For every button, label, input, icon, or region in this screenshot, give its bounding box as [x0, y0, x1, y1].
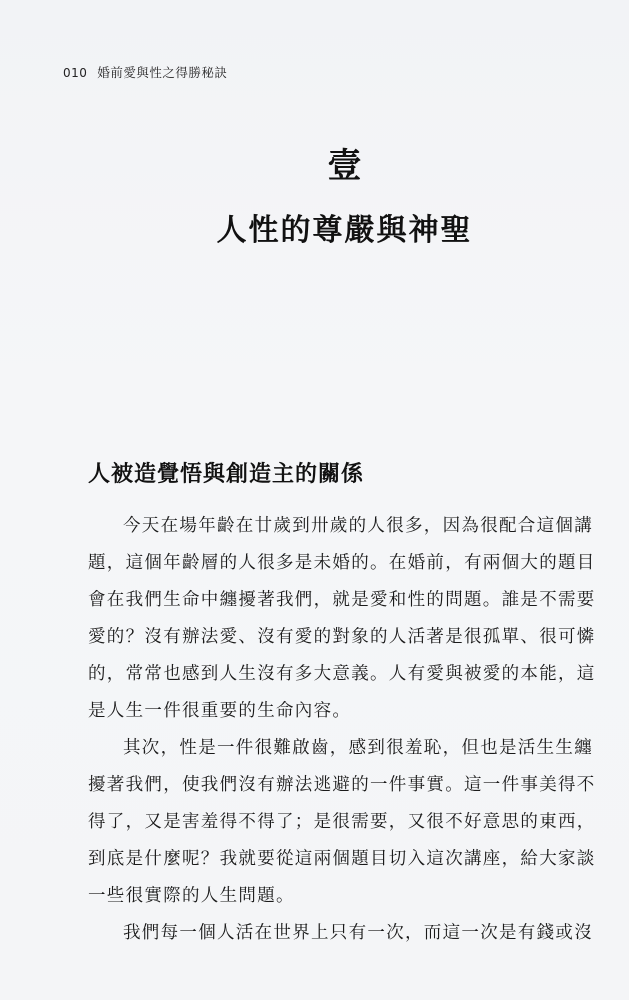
section-heading: 人被造覺悟與創造主的關係 — [88, 461, 365, 487]
running-head — [63, 63, 227, 81]
chapter-number: 壹 — [327, 146, 362, 186]
paragraph-line: 我們每一個人活在世界上只有一次，而這一次是有錢或沒 — [123, 923, 593, 943]
book-title: 婚前愛與性之得勝秘訣 — [97, 65, 228, 80]
paragraph-line: 愛的？沒有辦法愛、沒有愛的對象的人活著是很孤單、很可憐 — [88, 627, 596, 647]
paragraph-line: 其次，性是一件很難啟齒，感到很羞恥，但也是活生生纏 — [123, 738, 593, 758]
paragraph-line: 會在我們生命中纏擾著我們，就是愛和性的問題。誰是不需要 — [88, 590, 596, 610]
page-number: 010 — [63, 66, 88, 80]
paragraph-line: 今天在場年齡在廿歲到卅歲的人很多，因為很配合這個講 — [123, 516, 593, 536]
paragraph-line: 一些很實際的人生問題。 — [88, 886, 295, 906]
paragraph-line: 題，這個年齡層的人很多是未婚的。在婚前，有兩個大的題目 — [88, 553, 596, 573]
chapter-title: 人性的尊嚴與神聖 — [216, 213, 473, 248]
paragraph-line: 擾著我們，使我們沒有辦法逃避的一件事實。這一件事美得不 — [88, 775, 596, 795]
paragraph-line: 是人生一件很重要的生命內容。 — [88, 701, 352, 721]
body-text — [88, 508, 596, 952]
paragraph-line: 得了，又是害羞得不得了；是很需要，又很不好意思的東西， — [88, 812, 596, 832]
paragraph-line: 的，常常也感到人生沒有多大意義。人有愛與被愛的本能，這 — [88, 664, 596, 684]
paragraph-line: 到底是什麼呢？我就要從這兩個題目切入這次講座，給大家談 — [88, 849, 596, 869]
